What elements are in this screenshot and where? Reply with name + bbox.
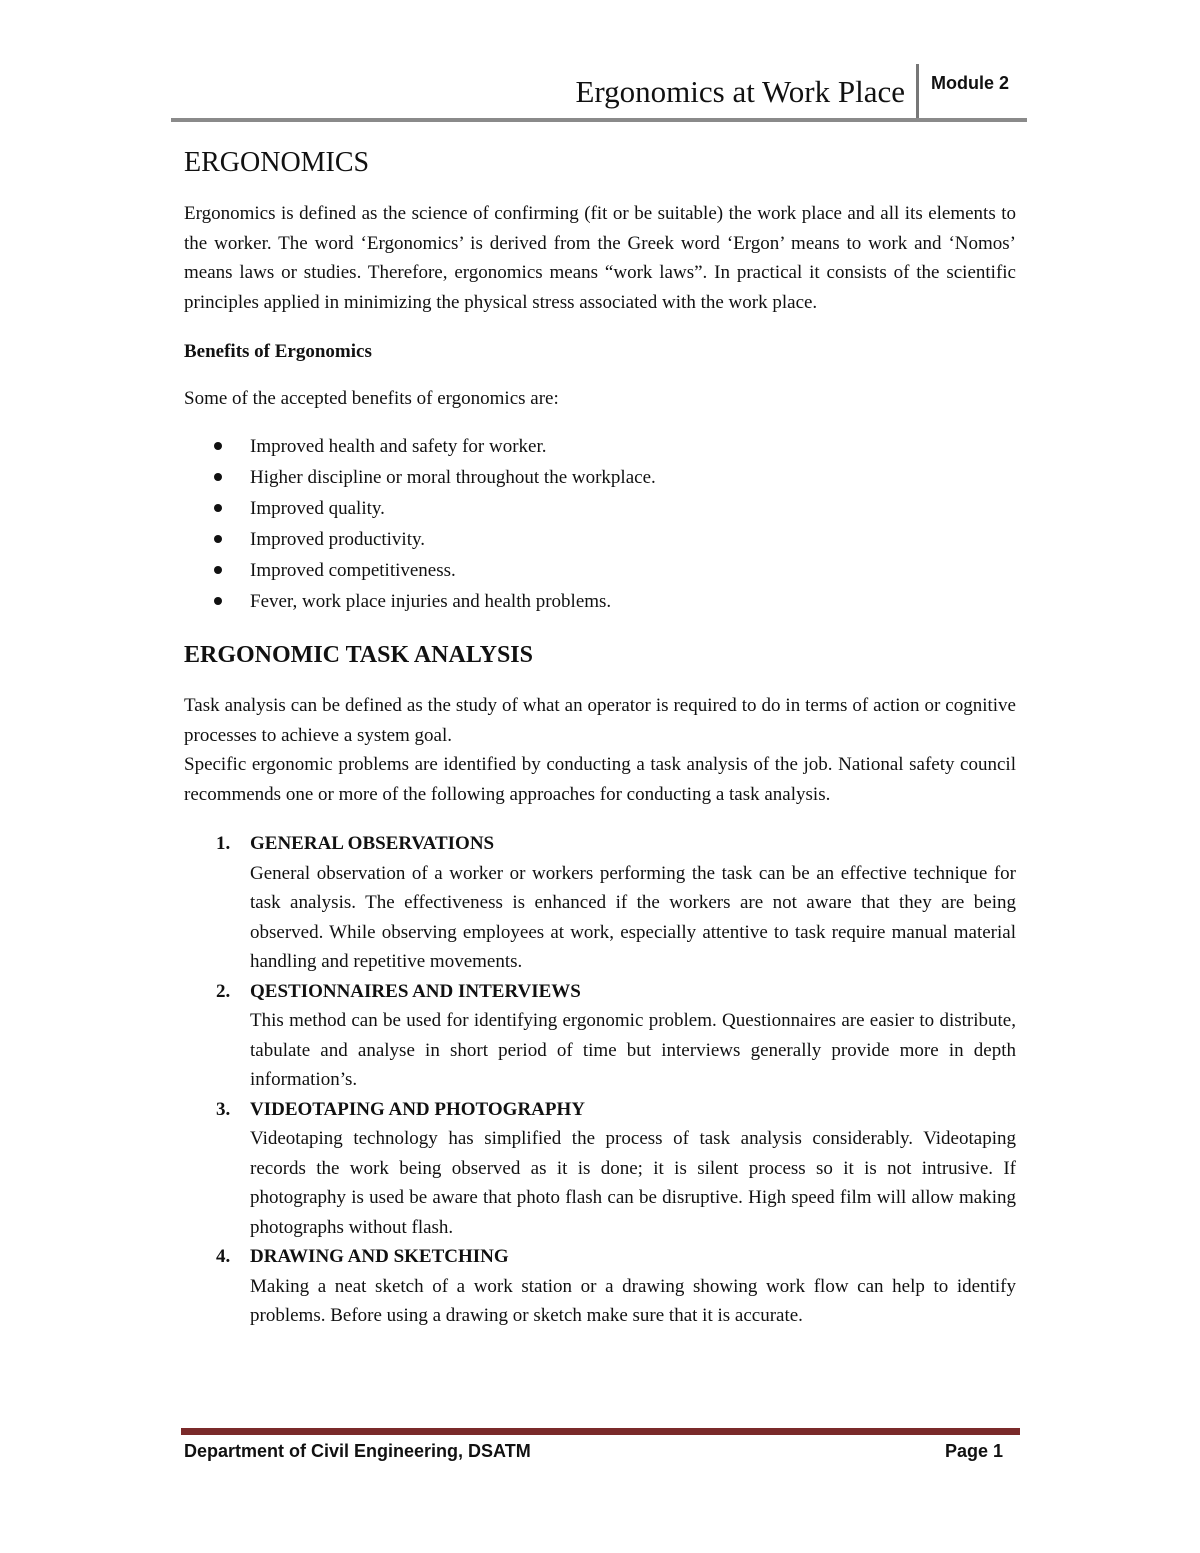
benefit-text: Improved competitiveness. [250, 560, 456, 581]
method-title: GENERAL OBSERVATIONS [250, 833, 495, 854]
header-divider [916, 64, 919, 120]
bullet-icon [214, 597, 222, 605]
list-item [184, 586, 1016, 617]
method-text: Videotaping technology has simplified the process of task analysis considerably. Videotaping records the work being observed as it is done; it is silent process so it is not intrusive. If photography is used be aware that photo flash can be disruptive. High speed film will allow making photographs without flash. [250, 1128, 1016, 1238]
item-number: 2. [216, 980, 231, 1002]
list-item [184, 493, 1016, 524]
benefits-intro: Some of the accepted benefits of ergonomics are: [184, 388, 559, 409]
page-content [184, 145, 1016, 1331]
task-analysis-paragraph-1: Task analysis can be defined as the study of what an operator is required to do in terms of action or cognitive processes to achieve a system goal. [184, 695, 1016, 746]
method-title: DRAWING AND SKETCHING [250, 1246, 509, 1267]
method-text: Making a neat sketch of a work station or a drawing showing work flow can help to identify problems. Before using a drawing or sketch make sure that it is accurate. [250, 1275, 1016, 1326]
benefits-list [184, 431, 1016, 617]
bullet-icon [214, 473, 222, 481]
task-analysis-paragraph-2: Specific ergonomic problems are identified by conducting a task analysis of the job. National safety council recommends one or more of the following approaches for conducting a task analysis. [184, 754, 1016, 805]
bullet-icon [214, 442, 222, 450]
item-number: 3. [216, 1098, 231, 1120]
benefit-text: Higher discipline or moral throughout the workplace. [250, 467, 656, 488]
header-title: Ergonomics at Work Place [575, 74, 905, 109]
header-rule [171, 118, 1027, 122]
method-text: This method can be used for identifying ergonomic problem. Questionnaires are easier to distribute, tabulate and analyse in short period of time but interviews generally provide more in depth information’s. [250, 1010, 1016, 1090]
benefit-text: Improved productivity. [250, 529, 426, 550]
bullet-icon [214, 535, 222, 543]
footer-rule [181, 1428, 1020, 1435]
method-title: QESTIONNAIRES AND INTERVIEWS [250, 980, 581, 1002]
item-number: 1. [216, 833, 231, 854]
list-item [184, 1242, 1016, 1331]
header-module-label: Module 2 [931, 73, 1010, 93]
list-item [184, 829, 1016, 977]
benefits-heading: Benefits of Ergonomics [184, 341, 372, 362]
benefit-text: Fever, work place injuries and health problems. [250, 591, 612, 612]
benefit-text: Improved health and safety for worker. [250, 436, 547, 457]
list-item [184, 524, 1016, 555]
method-title: VIDEOTAPING AND PHOTOGRAPHY [250, 1098, 585, 1120]
benefit-text: Improved quality. [250, 498, 385, 519]
list-item [184, 1095, 1016, 1243]
section-heading-task-analysis: ERGONOMIC TASK ANALYSIS [184, 642, 533, 668]
list-item [184, 462, 1016, 493]
method-text: General observation of a worker or workers performing the task can be an effective technique for task analysis. The effectiveness is enhanced if the workers are not aware that they are being observed. While observing employees at work, especially attentive to task require manual material handling and repetitive movements. [250, 862, 1016, 972]
bullet-icon [214, 566, 222, 574]
approaches-list [184, 829, 1016, 1331]
list-item [184, 431, 1016, 462]
footer-department: Department of Civil Engineering, DSATM [184, 1441, 531, 1461]
list-item [184, 555, 1016, 586]
bullet-icon [214, 504, 222, 512]
ergonomics-definition-paragraph: Ergonomics is defined as the science of confirming (fit or be suitable) the work place and all its elements to the worker. The word ‘Ergonomics’ is derived from the Greek word ‘Ergon’ means to work and ‘Nomos’ means laws or studies. Therefore, ergonomics means “work laws”. In practical it consists of the scientific principles applied in minimizing the physical stress associated with the work place. [184, 203, 1016, 313]
list-item [184, 977, 1016, 1095]
footer-page-number: Page 1 [944, 1441, 1003, 1461]
section-heading-ergonomics: ERGONOMICS [184, 147, 370, 178]
item-number: 4. [216, 1246, 231, 1267]
